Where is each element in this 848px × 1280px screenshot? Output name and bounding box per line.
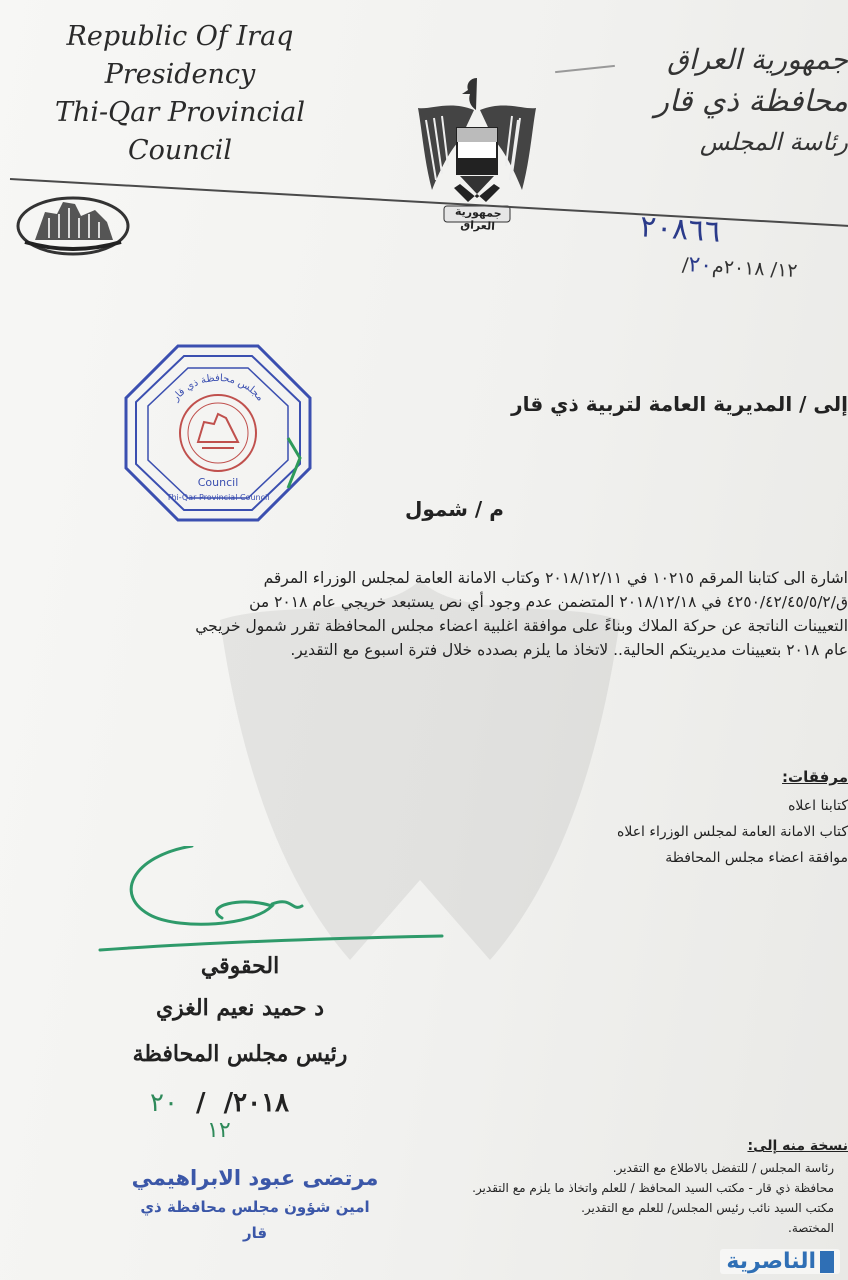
letterhead-line-4: Council bbox=[127, 135, 233, 166]
seal-arabic-text: مجلس محافظة ذي قار bbox=[170, 372, 266, 404]
arabic-letterhead bbox=[638, 40, 848, 160]
reference-number: ٢٠٨٦٦ bbox=[638, 209, 722, 250]
body-line-1: اشارة الى كتابنا المرقم ١٠٢١٥ في ٢٠١٨/١٢/١١ وكتاب الامانة العامة لمجلس الوزراء المرقم bbox=[263, 569, 848, 587]
svg-text:مجلس محافظة ذي قار bbox=[170, 373, 266, 404]
copy-item: رئاسة المجلس / للتفضل بالاطلاع مع التقدير. bbox=[612, 1161, 834, 1175]
attachment-item: موافقة اعضاء مجلس المحافظة bbox=[665, 850, 848, 866]
letterhead-line-1: Republic Of Iraq bbox=[66, 21, 294, 52]
body-line-3: التعيينات الناتجة عن حركة الملاك وبناءً على موافقة اغلبية اعضاء مجلس المحافظة تقرر شمول خريجي bbox=[195, 617, 848, 635]
copy-item: محافظة ذي قار - مكتب السيد المحافظ / للعلم واتخاذ ما يلزم مع التقدير. bbox=[472, 1181, 834, 1195]
attachment-item: كتاب الامانة العامة لمجلس الوزراء اعلاه bbox=[617, 824, 848, 840]
council-building-logo-icon bbox=[15, 192, 130, 257]
reference-date bbox=[681, 252, 798, 283]
watermark-site-logo bbox=[720, 1249, 840, 1274]
recipient-line: إلى / المديرية العامة لتربية ذي قار bbox=[511, 392, 848, 416]
body-line-4: عام ٢٠١٨ بتعيينات مديريتكم الحالية.. لاتخاذ ما يلزم بصدده خلال فترة اسبوع مع التقدير. bbox=[290, 641, 848, 659]
seal-center-word: Council bbox=[197, 476, 239, 489]
signature-date-year: ٢٠١٨/ bbox=[223, 1088, 289, 1118]
seal-english-text: Thi-Qar Provincial Council bbox=[166, 493, 270, 502]
attachments-list bbox=[408, 793, 848, 871]
arabic-header-line-2: محافظة ذي قار bbox=[654, 84, 848, 119]
secretary-position: امين شؤون مجلس محافظة ذي قار bbox=[140, 1198, 370, 1242]
copy-item: المختصة. bbox=[788, 1221, 834, 1235]
logo-text: الناصرية bbox=[726, 1249, 816, 1274]
signatory-position: رئيس مجلس المحافظة bbox=[132, 1041, 348, 1067]
secretary-name: مرتضى عبود الابراهيمي bbox=[131, 1166, 379, 1190]
body-line-2: ق/٤٢٥٠/٤٢/٤٥/٥/٢ في ٢٠١٨/١٢/١٨ المتضمن عدم وجود أي نص يستبعد خريجي عام ٢٠١٨ من bbox=[249, 593, 848, 611]
arabic-header-line-3: رئاسة المجلس bbox=[699, 128, 848, 156]
letterhead-line-3: Thi-Qar Provincial bbox=[55, 97, 305, 128]
signatory-title: الحقوقي bbox=[200, 953, 280, 979]
attachment-item: كتابنا اعلاه bbox=[788, 798, 848, 814]
emblem-caption: جمهورية العراق bbox=[454, 204, 502, 233]
attachments-title: مرفقات: bbox=[782, 768, 848, 786]
english-letterhead bbox=[30, 18, 330, 170]
signatory-prefix: د bbox=[314, 995, 325, 1021]
signatory-name: حميد نعيم الغزي bbox=[155, 995, 307, 1021]
signatory-block bbox=[110, 948, 370, 1082]
council-seal-stamp-icon bbox=[118, 338, 318, 528]
letterhead-line-2: Presidency bbox=[104, 59, 256, 90]
letter-body bbox=[158, 566, 848, 662]
signature-date-day: ٢٠ bbox=[150, 1088, 178, 1118]
pencil-mark bbox=[555, 65, 615, 73]
arabic-header-line-1: جمهورية العراق bbox=[667, 43, 848, 76]
handwritten-signature-icon bbox=[92, 846, 452, 956]
copy-item: مكتب السيد نائب رئيس المجلس/ للعلم مع التقدير. bbox=[581, 1201, 834, 1215]
signature-date-month: ١٢ bbox=[207, 1118, 231, 1143]
signatory-name-line bbox=[110, 990, 370, 1036]
secretary-block bbox=[130, 1162, 380, 1246]
signature-date: ٢٠١٨/ / ٢٠ bbox=[150, 1088, 289, 1118]
copies-title: نسخة منه إلى: bbox=[747, 1138, 848, 1154]
reference-date-rest: /١٢/ ٢٠١٨م bbox=[681, 253, 798, 283]
reference-date-day: ٢٠ bbox=[687, 252, 713, 279]
subject-line: م / شمول bbox=[405, 497, 504, 521]
copies-list bbox=[414, 1158, 834, 1238]
logo-mark-icon bbox=[820, 1251, 834, 1273]
